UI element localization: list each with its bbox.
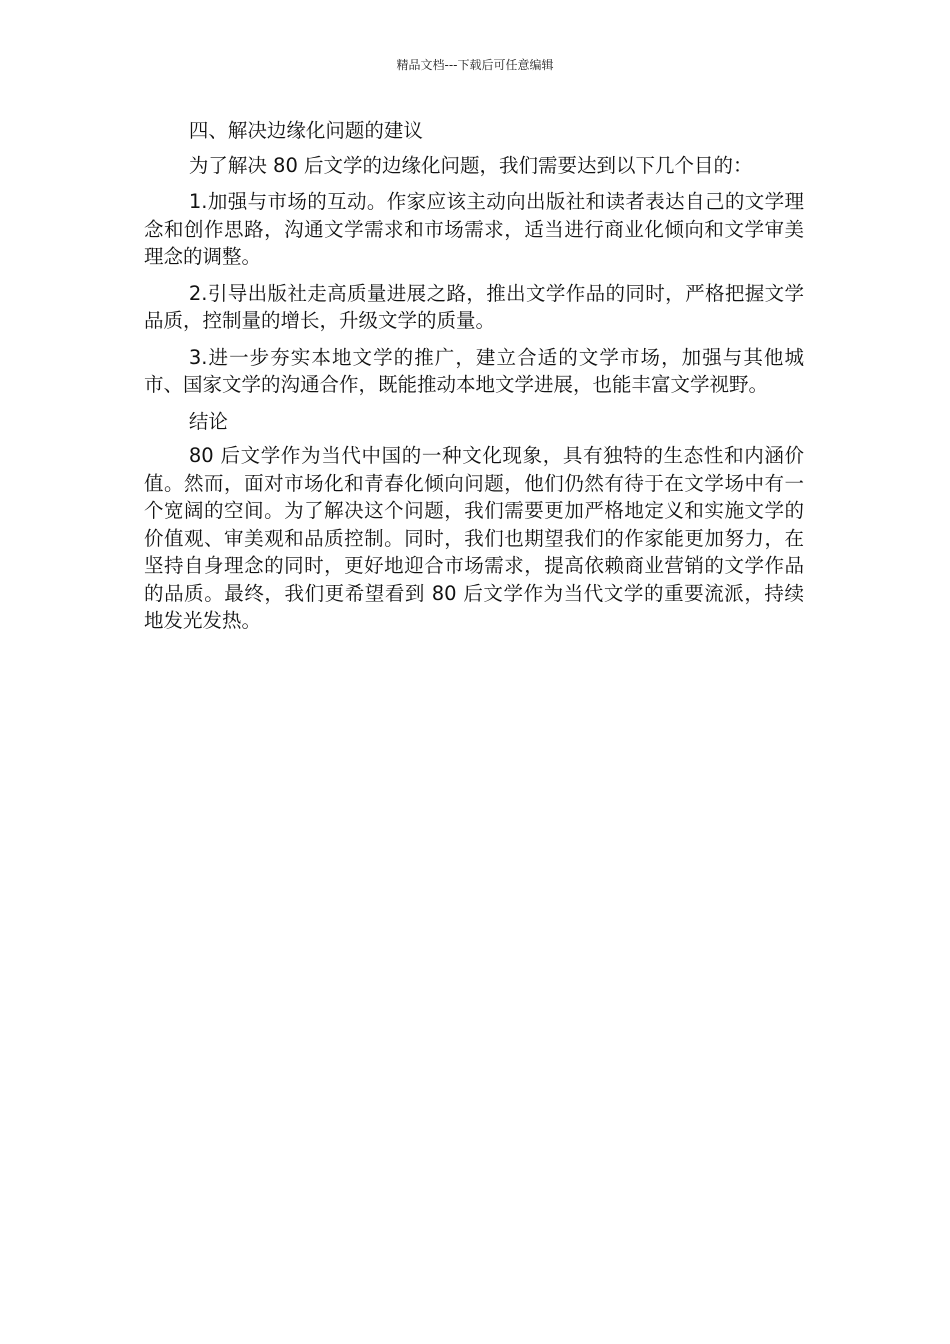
list-item: 2.引导出版社走高质量进展之路，推出文学作品的同时，严格把握文学品质，控制量的增长，升级文学的质量。 [144,281,804,332]
list-item: 1.加强与市场的互动。作家应该主动向出版社和读者表达自己的文学理念和创作思路，沟通文学需求和市场需求，适当进行商业化倾向和文学审美理念的调整。 [144,190,804,268]
conclusion-paragraph: 80 后文学作为当代中国的一种文化现象，具有独特的生态性和内涵价值。然而，面对市场化和青春化倾向问题，他们仍然有待于在文学场中有一个宽阔的空间。为了解决这个问题，我们需要更加严格地定义和实施文学的价值观、审美观和品质控制。同时，我们也期望我们的作家能更加努力，在坚持自身理念的同时，更好地迎合市场需求，提高依赖商业营销的文学作品的品质。最终，我们更希望看到 80 后文学作为当代文学的重要流派，持续地发光发热。 [144,444,804,632]
intro-paragraph: 为了解决 80 后文学的边缘化问题，我们需要达到以下几个目的： [188,153,753,177]
section-heading: 四、解决边缘化问题的建议 [188,119,423,142]
conclusion-heading: 结论 [188,409,228,433]
document-body [144,117,804,644]
page-header: 精品文档---下载后可任意编辑 [396,58,554,72]
list-item: 3.进一步夯实本地文学的推广，建立合适的文学市场，加强与其他城市、国家文学的沟通合作，既能推动本地文学进展，也能丰富文学视野。 [144,345,804,396]
